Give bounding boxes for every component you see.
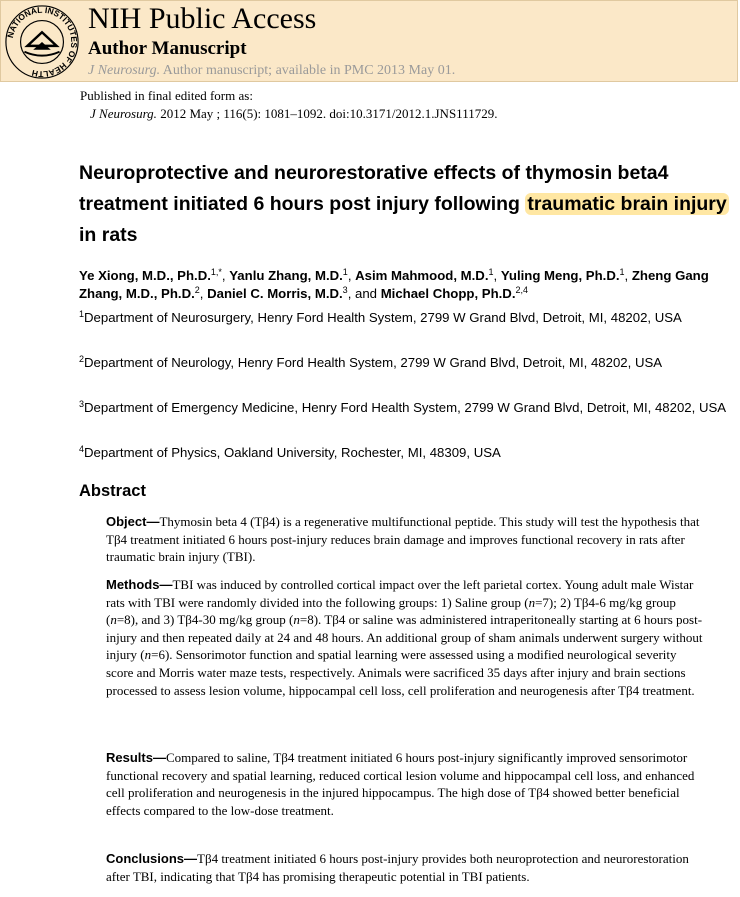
- affiliation-number: 4: [79, 444, 85, 454]
- affiliation-1: [79, 309, 729, 327]
- abstract-results: [106, 749, 706, 819]
- citation: [80, 105, 497, 123]
- object-text: Thymosin beta 4 (Tβ4) is a regenerative multifunctional peptide. This study will test the hypothesis that Tβ4 treatment initiated 6 hours post-injury reduces brain damage and improves functional recovery in rats after traumatic brain injury (TBI).: [106, 514, 700, 565]
- author-affiliation-sup: 1: [619, 267, 625, 277]
- author-name: Michael Chopp, Ph.D.: [380, 286, 516, 301]
- author-separator: ,: [347, 268, 356, 283]
- title-part-1: Neuroprotective and neurorestorative effects of thymosin beta4 treatment initiated 6 hours post injury following: [79, 162, 669, 215]
- methods-text: =7); 2) Tβ4-6 mg/kg group (: [106, 594, 676, 628]
- abstract-object: [106, 513, 706, 566]
- affiliation-text: Department of Neurology, Henry Ford Health System, 2799 W Grand Blvd, Detroit, MI, 48202, USA: [84, 355, 663, 370]
- published-label: Published in final edited form as:: [80, 88, 253, 103]
- affiliation-number: 1: [79, 309, 85, 319]
- banner-journal[interactable]: J Neurosurg.: [88, 63, 161, 78]
- author-list: [79, 267, 729, 303]
- title-highlight: traumatic brain injury: [527, 193, 727, 215]
- affiliation-text: Department of Neurosurgery, Henry Ford Health System, 2799 W Grand Blvd, Detroit, MI, 48202, USA: [84, 310, 682, 325]
- author-name: Daniel C. Morris, M.D.: [207, 286, 343, 301]
- citation-journal: J Neurosurg.: [90, 106, 157, 121]
- results-label: Results—: [106, 750, 166, 765]
- author-name: Ye Xiong, M.D., Ph.D.: [79, 268, 211, 283]
- banner-title: NIH Public Access: [88, 2, 317, 35]
- methods-text: TBI was induced by controlled cortical impact over the left parietal cortex. Young adult male Wistar rats with TBI were randomly divided into the following groups: 1) Saline group (: [106, 577, 694, 610]
- author-separator: ,: [221, 268, 230, 283]
- affiliation-text: Department of Emergency Medicine, Henry Ford Health System, 2799 W Grand Blvd, Detroit, MI, 48202, USA: [84, 400, 727, 415]
- author-affiliation-sup: 3: [342, 285, 348, 295]
- author-name: Yanlu Zhang, M.D.: [229, 268, 343, 283]
- author-separator: ,: [199, 286, 208, 301]
- author-affiliation-sup: 1: [488, 267, 494, 277]
- n-symbol: n: [144, 647, 152, 663]
- methods-label: Methods—: [106, 577, 173, 592]
- author-separator: ,: [624, 268, 632, 283]
- affiliation-2: [79, 354, 729, 372]
- affiliation-3: [79, 399, 729, 417]
- n-symbol: n: [293, 612, 300, 628]
- abstract-conclusions: [106, 850, 706, 885]
- availability-text: Author manuscript; available in PMC 2013 May 01.: [160, 63, 456, 78]
- object-label: Object—: [106, 514, 160, 529]
- author-separator: , and: [347, 286, 381, 301]
- author-name: Yuling Meng, Ph.D.: [500, 268, 620, 283]
- svg-text:NATIONAL INSTITUTES OF HEALTH: NATIONAL INSTITUTES OF HEALTH: [5, 4, 80, 80]
- author-affiliation-sup: 1: [342, 267, 348, 277]
- article-title: [79, 158, 729, 251]
- banner-subtitle: Author Manuscript: [88, 38, 247, 59]
- affiliation-4: [79, 444, 729, 462]
- conclusions-label: Conclusions—: [106, 851, 198, 866]
- author-name: Asim Mahmood, M.D.: [355, 268, 489, 283]
- abstract-heading: Abstract: [79, 482, 146, 500]
- author-name: Zheng Gang Zhang, M.D., Ph.D.: [79, 268, 709, 301]
- author-affiliation-sup: 2,4: [515, 285, 529, 295]
- nih-banner: [0, 0, 738, 82]
- n-symbol: n: [528, 594, 536, 610]
- affiliation-number: 2: [79, 354, 85, 364]
- methods-text: =8). Tβ4 or saline was administered intraperitoneally starting at 6 hours post-injury and then repeated daily at 24 and 48 hours. An additional group of sham animals underwent surgery without injury (: [106, 612, 703, 663]
- publication-info: [80, 87, 497, 123]
- title-part-2: in rats: [79, 224, 138, 246]
- results-text: Compared to saline, Tβ4 treatment initiated 6 hours post-injury significantly improved sensorimotor functional recovery and spatial learning, reduced cortical lesion volume and hippocampal cell loss, and enhanced cell proliferation and neurogenesis in the injured hippocampus. The high dose of Tβ4 showed better beneficial effects compared to the low-dose treatment.: [106, 750, 695, 818]
- author-affiliation-sup: 1,*: [210, 267, 222, 277]
- nih-seal-logo: [3, 3, 81, 81]
- methods-text: =6). Sensorimotor function and spatial learning were assessed using a modified neurological severity score and Morris water maze tests, respectively. Animals were sacrificed 35 days after injury and brain sections processed to assess lesion volume, hippocampal cell loss, cell proliferation and neurogenesis after Tβ4 treatment.: [106, 647, 695, 698]
- methods-text: =8), and 3) Tβ4-30 mg/kg group (: [116, 612, 294, 628]
- abstract-methods: [106, 576, 706, 699]
- affiliation-number: 3: [79, 399, 85, 409]
- banner-availability: [88, 62, 455, 80]
- citation-text: 2012 May ; 116(5): 1081–1092. doi:10.3171/2012.1.JNS111729.: [156, 106, 498, 121]
- n-symbol: n: [110, 612, 117, 628]
- conclusions-text: Tβ4 treatment initiated 6 hours post-injury provides both neuroprotection and neurorestoration after TBI, indicating that Tβ4 has promising therapeutic potential in TBI patients.: [106, 851, 689, 884]
- author-affiliation-sup: 2: [194, 285, 200, 295]
- author-separator: ,: [493, 268, 501, 283]
- affiliation-text: Department of Physics, Oakland University, Rochester, MI, 48309, USA: [84, 445, 501, 460]
